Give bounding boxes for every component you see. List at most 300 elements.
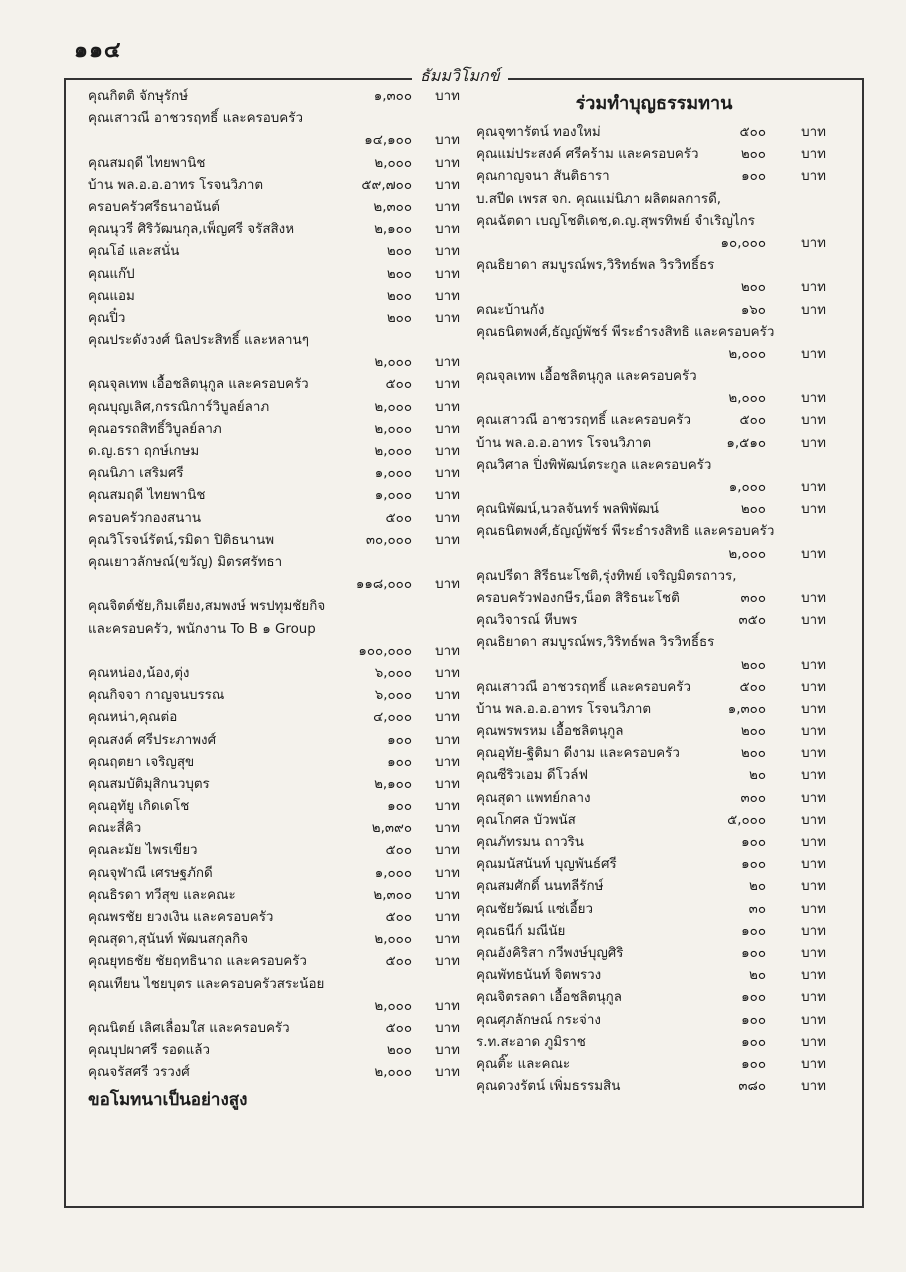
donor-row	[88, 663, 466, 685]
currency-unit: บาท	[435, 865, 460, 881]
donation-amount: ๑,๕๑๐	[726, 435, 766, 451]
currency-unit: บาท	[801, 169, 826, 185]
donor-name: คุณโกศล บัวพนัส	[476, 812, 576, 828]
currency-unit: บาท	[435, 1065, 460, 1081]
donation-amount: ๑๐๐	[741, 1056, 766, 1072]
currency-unit: บาท	[801, 413, 826, 429]
donation-amount: ๒,๐๐๐	[728, 391, 766, 407]
donation-amount: ๑๐๐	[741, 169, 766, 185]
donation-amount: ๒๐๐	[386, 244, 412, 260]
donation-amount: ๑๐,๐๐๐	[720, 235, 766, 251]
donation-amount: ๑,๐๐๐	[374, 466, 412, 482]
currency-unit: บาท	[801, 235, 826, 251]
donation-amount: ๑๐๐	[741, 1012, 766, 1028]
donor-row	[476, 1010, 832, 1032]
donor-row	[88, 286, 466, 308]
donor-name: คุณบุปผาศรี รอดแล้ว	[88, 1043, 210, 1059]
donor-name: คุณเสาวณี อาชวรฤทธิ์ และครอบครัว	[476, 413, 691, 429]
donation-amount: ๕๐๐	[739, 125, 766, 140]
currency-unit: บาท	[435, 310, 460, 326]
currency-unit: บาท	[435, 133, 460, 149]
donor-name: คุณธิยาดา สมบูรณ์พร,วิริทธ์พล วิรวิทธิ์ธร	[476, 635, 715, 651]
currency-unit: บาท	[801, 768, 826, 784]
currency-unit: บาท	[435, 643, 460, 659]
donor-name: คุณยุทธชัย ชัยฤทธินาถ และครอบครัว	[88, 954, 307, 970]
donor-row	[476, 211, 832, 233]
donor-row	[88, 86, 466, 108]
donor-row	[88, 374, 466, 396]
donor-row	[476, 455, 832, 477]
currency-unit: บาท	[801, 968, 826, 984]
donor-row	[88, 1018, 466, 1040]
donor-name: คุณหน่อง,น้อง,ตุ่ง	[88, 665, 190, 681]
donation-amount: ๒,๐๐๐	[374, 421, 412, 437]
donor-name: ด.ญ.ธรา ฤกษ์เกษม	[88, 444, 200, 460]
currency-unit: บาท	[801, 590, 826, 606]
donation-amount: ๒,๐๐๐	[374, 155, 412, 171]
donor-row	[88, 619, 466, 663]
donor-name: คุณภัทรมน ถาวริน	[476, 835, 584, 850]
donor-row	[476, 255, 832, 277]
donor-row	[476, 189, 832, 211]
currency-unit: บาท	[801, 812, 826, 828]
currency-unit: บาท	[801, 1056, 826, 1072]
donor-name: คุณธิยาดา สมบูรณ์พร,วิริทธ์พล วิรวิทธิ์ธร	[476, 258, 715, 274]
donation-amount: ๑,๓๐๐	[727, 701, 766, 717]
donor-row	[476, 388, 832, 410]
donor-name: คุณสมบัติมุสิกนวบุตร	[88, 776, 210, 792]
donor-row	[476, 544, 832, 566]
donation-amount: ๕๐๐	[385, 510, 412, 526]
donor-name: คุณบุญเลิศ,กรรณิการ์วิบูลย์ลาภ	[88, 399, 270, 415]
currency-unit: บาท	[435, 776, 460, 792]
donation-amount: ๑๐๐	[741, 835, 766, 850]
donation-amount: ๒๐	[749, 768, 766, 784]
donor-row	[88, 175, 466, 197]
currency-unit: บาท	[435, 688, 460, 704]
donor-row	[476, 521, 832, 543]
donor-name: คุณจิตต์ชัย,กิมเตียง,สมพงษ์ พรปทุมชัยกิจ	[88, 599, 326, 615]
donation-amount: ๑๐๐	[741, 945, 766, 961]
donation-amount: ๕๐๐	[739, 413, 766, 429]
donor-row	[476, 300, 832, 322]
donor-name: และครอบครัว, พนักงาน To B ๑ Group	[88, 621, 316, 637]
donor-row	[476, 854, 832, 876]
donation-amount: ๒๐๐	[740, 724, 766, 740]
donor-row	[476, 677, 832, 699]
donor-row	[88, 330, 466, 374]
donor-row	[88, 774, 466, 796]
donor-row	[88, 308, 466, 330]
currency-unit: บาท	[435, 998, 460, 1014]
donor-row	[88, 863, 466, 885]
currency-unit: บาท	[801, 546, 826, 562]
donor-name: คุณพรพรหม เอื้อชลิตนุกูล	[476, 724, 624, 740]
donor-name: คุณสมฤดี ไทยพานิช	[88, 488, 206, 504]
donor-name: คุณอังคิริสา กวีพงษ์บุญศิริ	[476, 945, 624, 961]
donor-name: คุณสมศักดิ์ นนทลีรักษ์	[476, 879, 604, 895]
donor-name: คุณละมัย ไพรเขียว	[88, 843, 198, 859]
donor-row	[476, 144, 832, 166]
page-number: ๑๑๔	[74, 38, 122, 63]
donation-amount: ๕๐๐	[385, 377, 412, 393]
donation-amount: ๕๐๐	[385, 910, 412, 925]
donation-amount: ๒,๓๐๐	[373, 199, 412, 215]
donor-row	[88, 818, 466, 840]
currency-unit: บาท	[801, 147, 826, 163]
currency-unit: บาท	[435, 466, 460, 482]
donor-name: ร.ท.สะอาด ภูมิราช	[476, 1034, 586, 1050]
donor-row	[88, 552, 466, 596]
currency-unit: บาท	[435, 488, 460, 504]
currency-unit: บาท	[435, 444, 460, 460]
currency-unit: บาท	[801, 879, 826, 895]
donor-name: คุณเสาวณี อาชวรฤทธิ์ และครอบครัว	[88, 111, 303, 127]
donor-name: คุณเทียน ไชยบุตร และครอบครัวสระน้อย	[88, 976, 325, 992]
currency-unit: บาท	[801, 901, 826, 917]
donation-amount: ๒,๐๐๐	[728, 346, 766, 362]
closing-text: ขอโมทนาเป็นอย่างสูง	[88, 1089, 248, 1110]
donation-amount: ๑๐๐	[387, 732, 412, 748]
currency-unit: บาท	[801, 125, 826, 140]
donor-row	[88, 929, 466, 951]
currency-unit: บาท	[435, 288, 460, 304]
donor-name: คุณเยาวลักษณ์(ขวัญ) มิตรศรัทธา	[88, 554, 283, 570]
donor-name: คุณนิพัฒน์,นวลจันทร์ พลพิพัฒน์	[476, 502, 659, 518]
currency-unit: บาท	[801, 302, 826, 318]
donor-name: คุณติ๊ะ และคณะ	[476, 1056, 571, 1072]
donation-amount: ๑๔,๑๐๐	[364, 133, 412, 149]
donation-amount: ๖,๐๐๐	[374, 665, 412, 681]
donor-row	[476, 965, 832, 987]
donor-row	[88, 219, 466, 241]
donation-amount: ๒,๐๐๐	[374, 399, 412, 415]
donor-name: ครอบครัวศรีธนาอนันต์	[88, 199, 220, 215]
donor-name: คุณนุวรี ศิริวัฒนกุล,เพ็ญศรี จรัสสิงห	[88, 222, 295, 238]
currency-unit: บาท	[801, 835, 826, 850]
donor-row	[88, 1040, 466, 1062]
donor-row	[88, 907, 466, 929]
currency-unit: บาท	[435, 266, 460, 282]
currency-unit: บาท	[435, 665, 460, 681]
donor-name: คุณปิ๋ว	[88, 310, 126, 326]
currency-unit: บาท	[435, 89, 460, 104]
currency-unit: บาท	[801, 1012, 826, 1028]
donor-name: ครอบครัวกองสนาน	[88, 510, 202, 526]
donor-row	[476, 344, 832, 366]
currency-unit: บาท	[435, 155, 460, 171]
currency-unit: บาท	[435, 843, 460, 859]
donor-name: คุณธนิตพงศ์,ธัญญ์พัชร์ พีระธำรงสิทธิ และครอบครัว	[476, 324, 775, 340]
header-label: ธัมมวิโมกข์	[412, 64, 508, 89]
currency-unit: บาท	[435, 887, 460, 903]
donation-amount: ๑,๐๐๐	[728, 480, 766, 495]
currency-unit: บาท	[435, 199, 460, 215]
donor-row	[88, 752, 466, 774]
currency-unit: บาท	[801, 613, 826, 629]
donor-row	[88, 397, 466, 419]
currency-unit: บาท	[801, 679, 826, 695]
donation-amount: ๓๐๐	[740, 790, 766, 806]
donor-name: คุณวิโรจน์รัตน์,รมิดา ปิติธนานพ	[88, 532, 275, 548]
donation-amount: ๒,๐๐๐	[374, 355, 412, 371]
donor-row	[476, 743, 832, 765]
donor-row	[88, 974, 466, 1018]
donor-name: คณะบ้านกัง	[476, 302, 545, 318]
currency-unit: บาท	[435, 799, 460, 815]
donor-row	[88, 441, 466, 463]
donor-row	[88, 485, 466, 507]
donation-amount: ๕,๐๐๐	[727, 812, 766, 828]
donation-amount: ๒,๓๙๐	[371, 821, 412, 837]
section-title: ร่วมทำบุญธรรมทาน	[575, 93, 733, 114]
donation-amount: ๒๐๐	[386, 266, 412, 282]
donor-name: คุณธนิตพงศ์,ธัญญ์พัชร์ พีระธำรงสิทธิ และครอบครัว	[476, 524, 775, 540]
donation-amount: ๒๐๐	[740, 657, 766, 673]
currency-unit: บาท	[801, 701, 826, 717]
donation-amount: ๑๐๐,๐๐๐	[358, 643, 412, 659]
donor-name: คุณดวงรัตน์ เพิ่มธรรมสิน	[476, 1079, 621, 1095]
donor-name: บ้าน พล.อ.อ.อาทร โรจนวิภาต	[88, 177, 264, 193]
donation-amount: ๒๐๐	[740, 280, 766, 296]
donation-amount: ๒๐	[749, 968, 766, 984]
donation-amount: ๒๐	[749, 879, 766, 895]
donation-amount: ๑,๐๐๐	[374, 865, 412, 881]
donor-name: ครอบครัวฟองกษีร,น็อต สิริธนะโชติ	[476, 590, 680, 606]
donor-name: คุณชัยวัฒน์ แซ่เอี้ยว	[476, 901, 594, 917]
donor-name: คุณอุทัย-ฐิติมา ดีงาม และครอบครัว	[476, 746, 680, 762]
donor-name: คุณศุภลักษณ์ กระจ่าง	[476, 1012, 601, 1028]
currency-unit: บาท	[435, 821, 460, 837]
donor-name: คุณฉัตดา เบญโชติเดช,ด.ญ.สุพรทิพย์ จำเริญไกร	[476, 213, 755, 229]
donation-amount: ๒,๑๐๐	[374, 222, 412, 238]
donor-name: คุณธนีก์ มณีนัย	[476, 923, 566, 939]
donor-row	[88, 241, 466, 263]
currency-unit: บาท	[435, 754, 460, 770]
donation-amount: ๒๐๐	[740, 746, 766, 762]
currency-unit: บาท	[435, 910, 460, 925]
donor-name: คุณประดังวงศ์ นิลประสิทธิ์ และหลานๆ	[88, 333, 309, 349]
donor-name: คุณซีริวเอม ดีโวล์ฟ	[476, 768, 588, 784]
donor-row	[88, 508, 466, 530]
donor-name: บ้าน พล.อ.อ.อาทร โรจนวิภาต	[476, 435, 652, 451]
donor-row	[476, 1032, 832, 1054]
donor-row	[88, 197, 466, 219]
donation-amount: ๒๐๐	[740, 147, 766, 163]
donor-name: คุณกิตติ จักษุรักษ์	[88, 89, 189, 104]
donor-name: คุณหน่า,คุณต่อ	[88, 710, 178, 726]
donation-amount: ๒,๐๐๐	[374, 444, 412, 460]
donation-amount: ๕๐๐	[385, 1020, 412, 1036]
donation-amount: ๕๙,๗๐๐	[361, 177, 412, 193]
donor-name: คุณอุทัยู เกิดเดโช	[88, 799, 190, 815]
donor-row	[476, 655, 832, 677]
donor-name: คุณแอม	[88, 288, 135, 304]
donor-name: คุณจุฬาณี เศรษฐภักดี	[88, 865, 213, 881]
donation-amount: ๒,๑๐๐	[374, 776, 412, 792]
donor-row	[476, 943, 832, 965]
donation-amount: ๓๐	[748, 901, 766, 917]
donor-name: คุณสงค์ ศรีประภาพงศ์	[88, 732, 217, 748]
donor-row	[476, 987, 832, 1009]
donation-amount: ๕๐๐	[385, 843, 412, 859]
donor-row	[88, 951, 466, 973]
donor-row	[88, 463, 466, 485]
donor-row	[88, 1062, 466, 1084]
donor-name: คุณสุดา แพทย์กลาง	[476, 790, 591, 806]
currency-unit: บาท	[801, 945, 826, 961]
donor-row	[88, 685, 466, 707]
donation-amount: ๖,๐๐๐	[374, 688, 412, 704]
donor-row	[88, 153, 466, 175]
donor-row	[476, 366, 832, 388]
currency-unit: บาท	[435, 532, 460, 548]
donor-name: คุณจิตรลดา เอื้อชลิตนุกูล	[476, 990, 622, 1006]
donor-name: คุณพรชัย ยวงเงิน และครอบครัว	[88, 910, 274, 925]
left-donor-column	[88, 86, 466, 1115]
donor-name: คุณสมฤดี ไทยพานิช	[88, 155, 206, 171]
donor-row	[476, 499, 832, 521]
currency-unit: บาท	[435, 399, 460, 415]
donor-row	[476, 277, 832, 299]
donation-amount: ๓๐๐	[740, 590, 766, 606]
currency-unit: บาท	[435, 177, 460, 193]
donor-row	[476, 921, 832, 943]
donor-row	[476, 788, 832, 810]
donor-name: คุณวิจารณ์ หีบพร	[476, 613, 578, 629]
donor-name: คุณนิภา เสริมศรี	[88, 466, 184, 482]
donation-amount: ๕๐๐	[739, 679, 766, 695]
currency-unit: บาท	[801, 435, 826, 451]
currency-unit: บาท	[435, 244, 460, 260]
donor-name: คุณปรีดา สิรีธนะโชติ,รุ่งทิพย์ เจริญมิตรถาวร,	[476, 568, 737, 584]
donation-amount: ๑๐๐	[741, 923, 766, 939]
donation-amount: ๓๕๐	[738, 613, 766, 629]
right-donor-column	[476, 86, 832, 1098]
currency-unit: บาท	[435, 377, 460, 393]
donor-name: บ้าน พล.อ.อ.อาทร โรจนวิภาต	[476, 701, 652, 717]
currency-unit: บาท	[435, 510, 460, 526]
donation-amount: ๓๘๐	[738, 1079, 766, 1095]
donor-row	[476, 765, 832, 787]
donor-name: คุณจรัสศรี วรวงศ์	[88, 1065, 190, 1081]
donation-amount: ๑๖๐	[740, 302, 766, 318]
donation-amount: ๒๐๐	[386, 1043, 412, 1059]
donor-name: คุณสุดา,สุนันท์ พัฒนสกุลกิจ	[88, 932, 249, 948]
donation-amount: ๒,๓๐๐	[373, 887, 412, 903]
donor-row	[476, 322, 832, 344]
donor-name: คุณโอ๋ และสนั่น	[88, 244, 180, 260]
donation-amount: ๑,๐๐๐	[374, 488, 412, 504]
donor-row	[476, 588, 832, 610]
donor-row	[88, 108, 466, 152]
donor-name: คุณธิรดา ทวีสุข และคณะ	[88, 887, 236, 903]
donor-row	[476, 1054, 832, 1076]
donation-amount: ๔,๐๐๐	[373, 710, 412, 726]
currency-unit: บาท	[801, 502, 826, 518]
currency-unit: บาท	[435, 932, 460, 948]
donor-row	[88, 264, 466, 286]
donor-row	[476, 876, 832, 898]
donation-amount: ๑๑๘,๐๐๐	[355, 577, 412, 593]
donor-name: คณะสี่คิว	[88, 821, 142, 837]
donation-amount: ๑๐๐	[741, 1034, 766, 1050]
donor-row	[88, 885, 466, 907]
donor-row	[88, 530, 466, 552]
donor-name: คุณกิจจา กาญจนบรรณ	[88, 688, 225, 704]
donor-name: คุณจุฑารัตน์ ทองใหม่	[476, 125, 601, 140]
donation-amount: ๕๐๐	[385, 954, 412, 970]
currency-unit: บาท	[435, 954, 460, 970]
donor-row	[476, 477, 832, 499]
currency-unit: บาท	[801, 657, 826, 673]
donation-amount: ๒๐๐	[386, 310, 412, 326]
currency-unit: บาท	[435, 577, 460, 593]
donor-row	[476, 610, 832, 632]
donor-row	[476, 433, 832, 455]
donation-amount: ๒,๐๐๐	[374, 1065, 412, 1081]
donor-name: คุณนิตย์ เลิศเลื่อมใส และครอบครัว	[88, 1020, 290, 1036]
currency-unit: บาท	[801, 346, 826, 362]
donor-name: คุณจุลเทพ เอื้อชลิตนุกูล และครอบครัว	[476, 369, 697, 385]
donation-amount: ๑,๓๐๐	[373, 89, 412, 104]
donation-amount: ๒,๐๐๐	[374, 932, 412, 948]
currency-unit: บาท	[435, 421, 460, 437]
currency-unit: บาท	[801, 280, 826, 296]
currency-unit: บาท	[801, 1034, 826, 1050]
donation-amount: ๒,๐๐๐	[728, 546, 766, 562]
donor-name: คุณวิศาล ปิ่งพิพัฒน์ตระกูล และครอบครัว	[476, 457, 712, 473]
donation-amount: ๒๐๐	[740, 502, 766, 518]
donor-row	[476, 699, 832, 721]
donor-row	[476, 122, 832, 144]
donation-amount: ๒,๐๐๐	[374, 998, 412, 1014]
donor-name: คุณแก๊ป	[88, 266, 135, 282]
donor-name: คุณจุลเทพ เอื้อชลิตนุกูล และครอบครัว	[88, 377, 309, 393]
donor-row	[476, 832, 832, 854]
donor-name: คุณกาญจนา สันติธารา	[476, 169, 610, 185]
donation-amount: ๑๐๐	[387, 754, 412, 770]
donor-name: คุณมนัสนันท์ บุญพันธ์ศรี	[476, 857, 617, 873]
donor-row	[476, 810, 832, 832]
donor-name: คุณเสาวณี อาชวรฤทธิ์ และครอบครัว	[476, 679, 691, 695]
currency-unit: บาท	[435, 355, 460, 371]
donation-amount: ๑๐๐	[741, 857, 766, 873]
currency-unit: บาท	[801, 480, 826, 495]
donation-amount: ๒๐๐	[386, 288, 412, 304]
donor-row	[476, 899, 832, 921]
donor-row	[476, 166, 832, 188]
currency-unit: บาท	[801, 746, 826, 762]
currency-unit: บาท	[801, 990, 826, 1006]
donor-name: คุณอรรถสิทธิ์วิบูลย์ลาภ	[88, 421, 222, 437]
currency-unit: บาท	[801, 724, 826, 740]
donor-row	[88, 730, 466, 752]
currency-unit: บาท	[801, 923, 826, 939]
currency-unit: บาท	[435, 222, 460, 238]
donor-row	[476, 632, 832, 654]
donor-row	[88, 419, 466, 441]
donation-amount: ๑๐๐	[387, 799, 412, 815]
donor-row	[476, 233, 832, 255]
currency-unit: บาท	[801, 790, 826, 806]
currency-unit: บาท	[435, 1020, 460, 1036]
donor-name: คุณแม่ประสงค์ ศรีคร้าม และครอบครัว	[476, 147, 699, 163]
donor-row	[88, 707, 466, 729]
donor-row	[476, 721, 832, 743]
currency-unit: บาท	[435, 732, 460, 748]
donor-row	[88, 796, 466, 818]
